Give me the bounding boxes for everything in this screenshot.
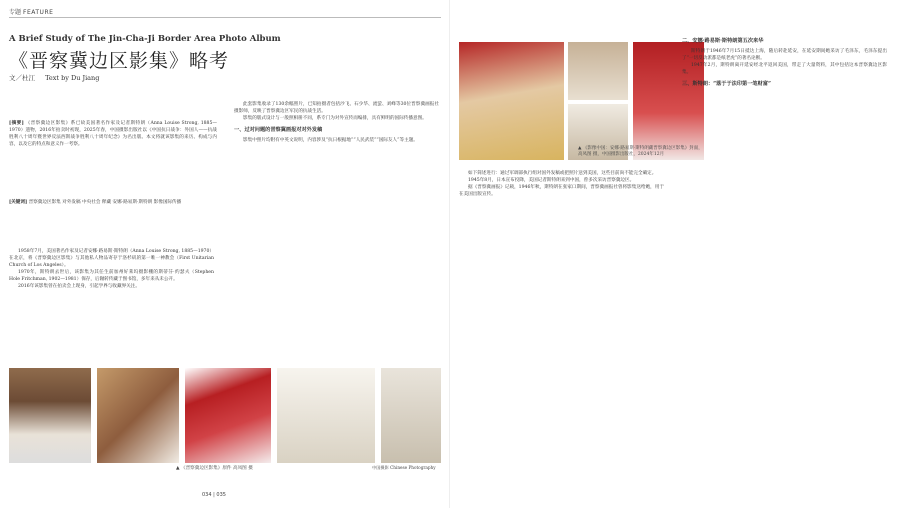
right-page (450, 0, 900, 508)
paragraph: 影集的版式设计与一般照相册不同，系专门为对外宣传而编排，具有鲜明的国际传播意图。 (243, 116, 427, 122)
paragraph: 1947年2月，斯特朗离开延安经北平返回美国，带走了大量资料，其中包括这本晋察冀边区影集。 (682, 63, 887, 76)
abstract (9, 120, 217, 148)
cover-caption: ▲ 《影像中国：安娜·路易斯·斯特朗藏晋察冀边区影集》封面，高凤图 摄，中国摄影出版社，2024年12月 (578, 146, 703, 157)
abstract-text: 《晋察冀边区影集》系已故美国著名作家及记者斯特朗（Anna Louise Strong, 1885—1970）遗物，2016年拍卖时初现，2025年春，中国摄影出版社以《中国抗日战争：外国人——抗战胜利八十周年暨世界反法西斯战争胜利八十周年纪念》为名出版。本文将就该影集的来历、构成与内容，以及它的特点和意义作一考察。 (9, 121, 217, 148)
section-header (9, 7, 53, 16)
author-en: Text by Du Jiang (45, 74, 100, 82)
keywords-label: [关键词] (9, 200, 28, 205)
page-number: 034 | 035 (202, 492, 226, 498)
paragraph: 据《晋察冀画报》记载，1946年秋，斯特朗在张家口期间，晋察冀画报社曾将影集送给她，用于在美国出版宣传。 (459, 185, 664, 198)
left-column-1 (9, 248, 214, 291)
album-photo (97, 368, 179, 463)
author-cn: 文／杜江 (9, 74, 35, 82)
paragraph: 1970年，斯特朗去世后，该影集为其任生前加州好莱坞摄影棚的斯蒂芬·约瑟夫（Stephen Hole Fritchman, 1902—1981）保存，后辗转传藏于图书馆，多年来从未公开。 (9, 270, 214, 283)
album-photo (9, 368, 91, 463)
book-cover-photo (459, 42, 564, 160)
section-heading: 二、安娜·路易斯·斯特朗第五次来华 (682, 38, 764, 44)
section-heading: 一、过对问题的晋察冀画报对对外发稿 (234, 127, 323, 134)
section-heading: 三、斯特朗：“落于于法印第一笔财富” (682, 81, 771, 88)
right-column-2 (682, 33, 887, 92)
left-column-2 (234, 101, 439, 144)
photo-caption: ▲ 《晋察冀边区影集》原件 高凤图 摄 (176, 466, 253, 471)
byline (9, 73, 107, 82)
paragraph: 影集中照片均附有中英文说明，内容涉及“抗日根据地”“人民武装”“国际友人”等主题。 (243, 138, 418, 144)
paragraph: 如下简述进行：通过军调部执行组对国外发稿或把照片送到美国，这些目前尚不能完全确定。 (468, 171, 657, 176)
subtitle-en: A Brief Study of The Jin-Cha-Ji Border Area Photo Album (9, 34, 281, 44)
paragraph: 此套影集收录了130余幅照片，已知拍摄者包括沙飞、石少华、流萤、刘峰等30位晋察冀画报社摄影师，反映了晋察冀边区军民的抗战生活。 (234, 102, 439, 115)
paragraph: 1958年7月，美国著名作家及记者安娜·路易斯·斯特朗（Anna Louise Strong, 1885—1970）在北京，将《晋察冀边区影集》与其他私人物品寄存于洛杉矶的第一唯一神教会（First Unitarian Church of Los Angeles）。 (9, 249, 214, 269)
right-column-1 (459, 170, 664, 198)
section-en: FEATURE (23, 9, 54, 16)
album-photo (381, 368, 441, 463)
keywords-text: 晋察冀边区影集 对外发稿 中央社会 释藏 安娜·路易斯·斯特朗 影像国际传播 (28, 200, 182, 205)
paragraph: 斯特朗于1946年7月15日抵达上海，随后转赴延安，在延安期间她采访了毛泽东，毛泽东提出了“一切反动派都是纸老虎”的著名论断。 (682, 49, 887, 62)
paragraph: 1945年8月，日本宣布投降，美国记者斯特朗来到中国，曾多次采访晋察冀边区。 (468, 178, 635, 184)
album-photo (185, 368, 271, 463)
header-rule (9, 17, 441, 18)
album-photo (277, 368, 375, 463)
album-detail-photo (568, 42, 628, 100)
abstract-label: [摘要] (9, 121, 24, 126)
keywords (9, 199, 217, 206)
cover-images (459, 42, 704, 160)
photo-strip (9, 368, 441, 463)
paragraph: 2016年该影集曾在拍卖会上现身，引起学界与收藏界关注。 (18, 284, 140, 290)
photo-credit: 中国摄影 Chinese Photography (372, 465, 436, 470)
section-cn: 专题 (9, 9, 22, 16)
page-title: 《晋察冀边区影集》略考 (9, 50, 230, 72)
